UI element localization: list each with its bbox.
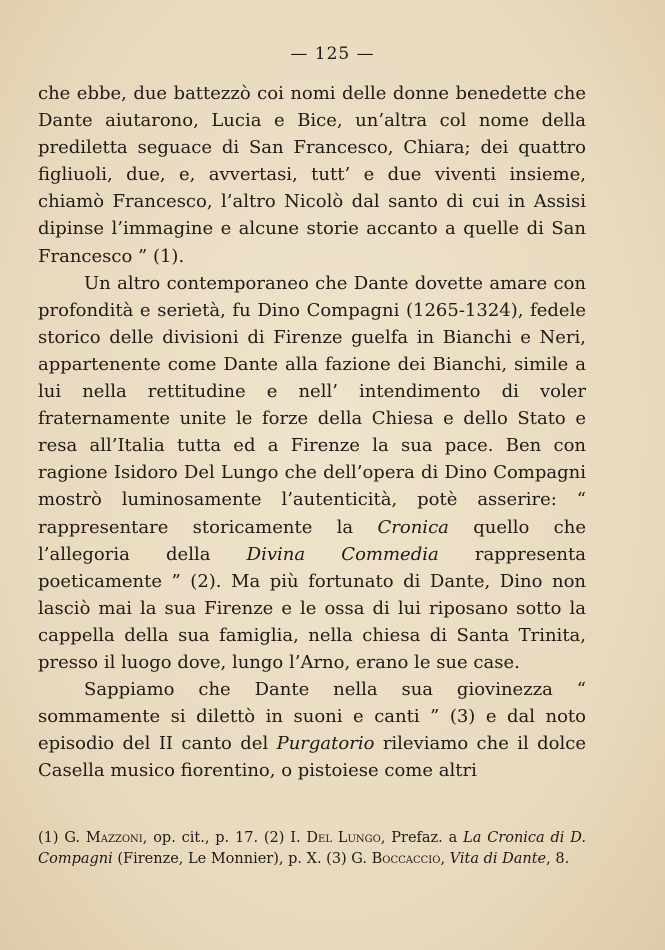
footnote-text: , xyxy=(440,851,450,867)
italic-title-purgatorio: Purgatorio xyxy=(276,733,375,755)
italic-title-cronica: Cronica xyxy=(377,516,449,538)
text-run: rappresenta poeticamente ” (2). Ma più fortunato di Dante, Dino non lasciò mai la sua Firenze e le ossa di lui riposano sotto la cappella della sua famiglia, nella chiesa di Santa Trinita, presso il luogo dove, lungo l’Arno, erano le sue case. xyxy=(38,543,586,673)
italic-title-divina-commedia: Divina Commedia xyxy=(246,543,439,565)
text-run: rileviamo che il dolce Casella musico fiorentino, o pistoiese come altri xyxy=(38,733,586,782)
text-run: quello che l’allegoria della xyxy=(38,516,586,565)
text-run: Un altro contemporaneo che Dante dovette amare con profondità e serietà, fu Dino Compagni (1265-1324), fedele storico delle divisioni di Firenze guelfa in Bianchi e Neri, appartenente come Dante alla fazione dei Bianchi, simile a lui nella rettitudine e nell’ intendimento di voler fraternamente unite le forze della Chiesa e dello Stato e resa all’Italia tutta ed a Firenze la sua pace. Ben con ragione Isidoro Del Lungo che dell’opera di Dino Compagni mostrò luminosamente l’autenticità, potè asserire: “ rappresentare storicamente la xyxy=(38,272,586,538)
footnote-text: , Prefaz. a xyxy=(380,830,464,846)
paragraph xyxy=(38,80,586,270)
page-number: — 125 — xyxy=(290,44,375,64)
footnote-line xyxy=(38,828,586,870)
footnote-text: (Firenze, Le Monnier), p. X. (3) G. xyxy=(112,851,372,867)
paragraph xyxy=(38,676,586,784)
footnote-text: , op. cit., p. 17. (2) I. xyxy=(142,830,307,846)
footnotes xyxy=(38,828,586,870)
body-text xyxy=(38,80,586,784)
book-title: La Cronica di D. Compagni xyxy=(38,830,586,867)
text-run: Sappiamo che Dante nella sua giovinezza “ sommamente si dilettò in suoni e canti ” (3) e dal noto episodio del II canto del xyxy=(38,679,586,755)
author-name: Mazzoni xyxy=(85,830,143,846)
footnote-text: , 8. xyxy=(546,851,570,867)
author-name: Boccaccio xyxy=(371,851,441,867)
paragraph xyxy=(38,270,586,676)
footnote-text: (1) G. xyxy=(38,830,86,846)
book-title: Vita di Dante xyxy=(449,851,547,867)
text-run: che ebbe, due battezzò coi nomi delle donne benedette che Dante aiutarono, Lucia e Bice, un’altra col nome della prediletta seguace di San Francesco, Chiara; dei quattro figliuoli, due, e, avvertasi, tutt’ e due viventi insieme, chiamò Francesco, l’altro Nicolò dal santo di cui in Assisi dipinse l’immagine e alcune storie accanto a quelle di San Francesco ” (1). xyxy=(38,83,586,267)
author-name: Del Lungo xyxy=(306,830,381,846)
